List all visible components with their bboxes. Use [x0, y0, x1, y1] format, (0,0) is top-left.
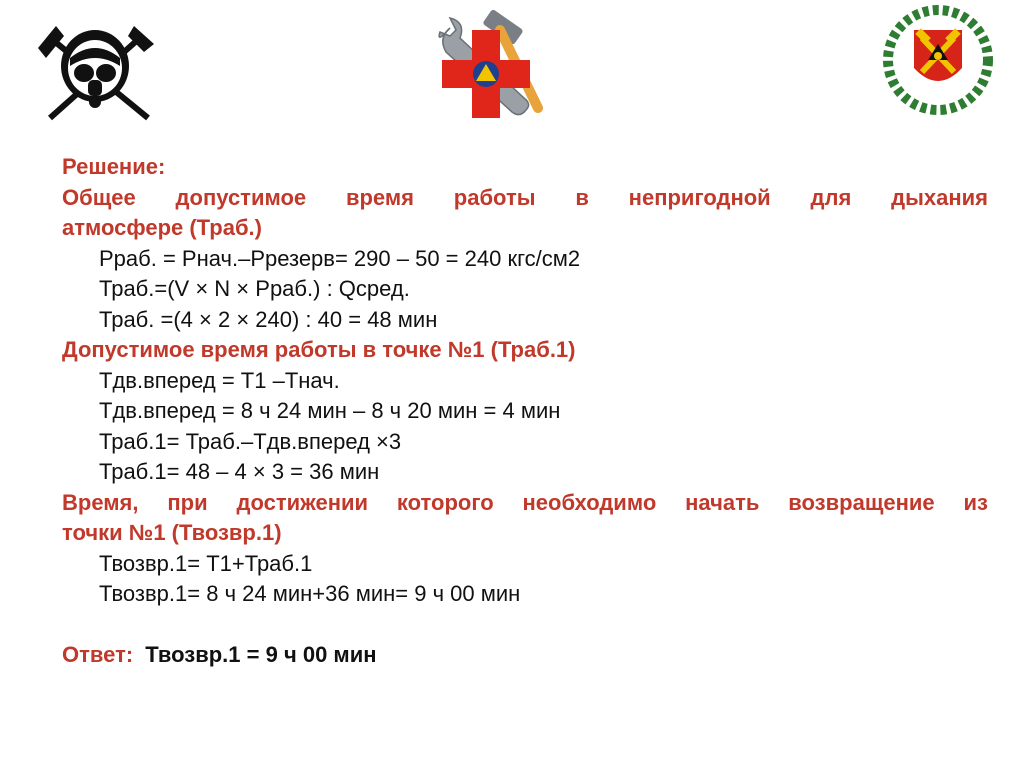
formula-line: Траб. =(4 × 2 × 240) : 40 = 48 мин — [99, 306, 438, 332]
section-3-heading-line-1: Время, при достижении которого необходимо начать возвращение из — [62, 489, 988, 515]
formula-line: Траб.1= 48 – 4 × 3 = 36 мин — [99, 459, 380, 484]
formula-line: Тдв.вперед = 8 ч 24 мин – 8 ч 20 мин = 4 мин — [99, 398, 561, 423]
formula-line: Тдв.вперед = Т1 –Тнач. — [99, 367, 340, 393]
solution-title: Решение: — [62, 154, 166, 179]
formula-line: Траб.1= Траб.–Тдв.вперед ×3 — [99, 428, 402, 454]
civil-defense-tools-emblem — [420, 8, 550, 123]
answer-label: Ответ: — [62, 641, 134, 667]
formula-line: Твозвр.1= Т1+Траб.1 — [99, 550, 313, 576]
section-1-heading-line-1: Общее допустимое время работы в непригодной для дыхания — [62, 184, 988, 210]
formula-line: Рраб. = Рнач.–Ррезерв= 290 – 50 = 240 кгс/см2 — [99, 245, 581, 271]
firefighter-helmet-axes-emblem — [30, 18, 160, 128]
formula-line: Твозвр.1= 8 ч 24 мин+36 мин= 9 ч 00 мин — [99, 581, 521, 606]
answer — [62, 640, 988, 671]
answer-value: Твозвр.1 = 9 ч 00 мин — [145, 641, 377, 667]
solution-text — [62, 152, 988, 692]
section-1-heading-line-2: атмосфере (Траб.) — [62, 215, 262, 240]
section-2-heading: Допустимое время работы в точке №1 (Траб.1) — [62, 337, 576, 362]
wreath-emblem — [874, 2, 1002, 117]
section-3-heading-line-2: точки №1 (Твозвр.1) — [62, 520, 282, 545]
formula-line: Траб.=(V × N × Рраб.) : Qсред. — [99, 276, 410, 301]
